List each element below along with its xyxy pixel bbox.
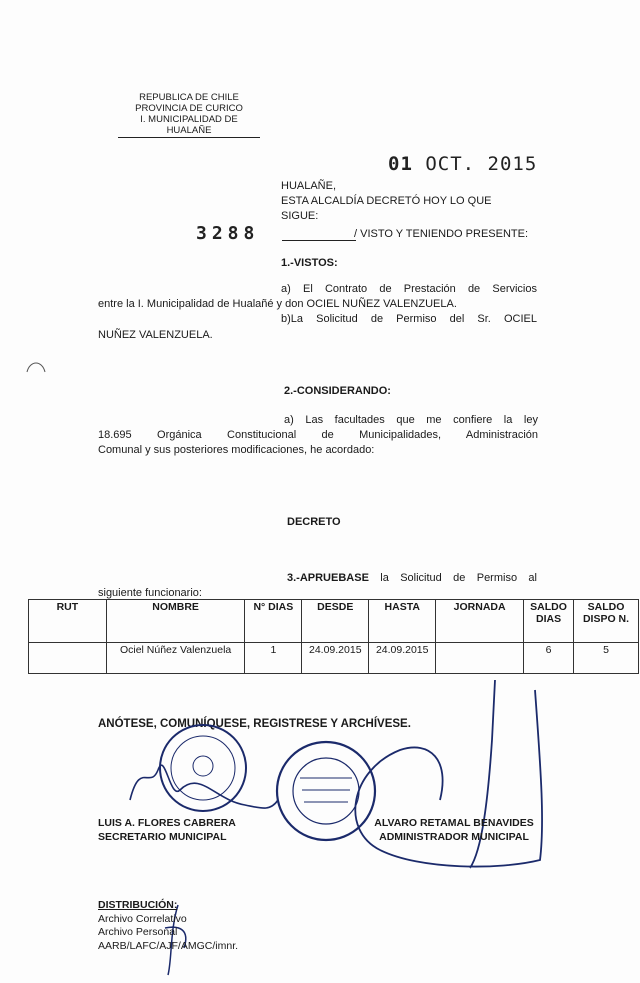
col-desde: DESDE bbox=[302, 600, 369, 643]
secretary-name: LUIS A. FLORES CABRERA bbox=[98, 817, 236, 829]
apruebase-title: 3.-APRUEBASE bbox=[287, 572, 369, 584]
considerando-title: 2.-CONSIDERANDO: bbox=[284, 385, 391, 397]
header-province: PROVINCIA DE CURICO bbox=[135, 103, 243, 114]
vistos-b-line1: b)La Solicitud de Permiso del Sr. OCIEL bbox=[281, 313, 537, 325]
secretary-title: SECRETARIO MUNICIPAL bbox=[98, 831, 227, 843]
col-dias: N° DIAS bbox=[245, 600, 302, 643]
decree-number-stamp: 3288 bbox=[196, 223, 260, 244]
considerando-a-line3: Comunal y sus posteriores modificaciones, he acordado: bbox=[98, 444, 375, 456]
date-stamp-day: 01 bbox=[388, 153, 413, 175]
administrator-seal-icon bbox=[277, 742, 375, 840]
secretary-block bbox=[98, 816, 236, 844]
header-country: REPUBLICA DE CHILE bbox=[139, 92, 239, 103]
secretary-signature-icon bbox=[130, 765, 278, 808]
administrator-name: ALVARO RETAMAL BENAVIDES bbox=[374, 817, 534, 829]
intro-place: HUALAÑE, bbox=[281, 180, 337, 192]
cell-desde: 24.09.2015 bbox=[302, 643, 369, 674]
cell-dias: 1 bbox=[245, 643, 302, 674]
cell-saldo-dias: 6 bbox=[524, 643, 574, 674]
considerando-a-line1: a) Las facultades que me confiere la ley bbox=[284, 414, 538, 426]
distribution-item: Archivo Correlativo bbox=[98, 912, 187, 925]
cell-nombre: Ociel Núñez Valenzuela bbox=[106, 643, 245, 674]
margin-mark-icon bbox=[27, 363, 45, 372]
col-saldo-dias: SALDO DIAS bbox=[524, 600, 574, 643]
intro-sigue: SIGUE: bbox=[281, 210, 319, 222]
administrator-title: ADMINISTRADOR MUNICIPAL bbox=[379, 831, 529, 843]
col-hasta: HASTA bbox=[369, 600, 436, 643]
date-stamp-month-year: OCT. 2015 bbox=[425, 153, 538, 175]
col-saldo-dispo: SALDO DISPO N. bbox=[574, 600, 639, 643]
distribution-item: AARB/LAFC/AJF/AMGC/imnr. bbox=[98, 939, 239, 952]
apruebase-line2: siguiente funcionario: bbox=[98, 587, 202, 599]
vistos-a-line1: a) El Contrato de Prestación de Servicios bbox=[281, 283, 537, 295]
administrator-block bbox=[369, 816, 539, 844]
distribution-title: DISTRIBUCIÓN: bbox=[98, 899, 178, 911]
cell-hasta: 24.09.2015 bbox=[369, 643, 436, 674]
considerando-a-line2: 18.695 Orgánica Constitucional de Municipalidades, Administración bbox=[98, 429, 538, 441]
secretary-seal-icon bbox=[160, 725, 246, 811]
vistos-a-line2: entre la I. Municipalidad de Hualañé y don OCIEL NUÑEZ VALENZUELA. bbox=[98, 298, 457, 310]
apruebase-rest: la Solicitud de Permiso al bbox=[368, 572, 537, 584]
col-jornada: JORNADA bbox=[436, 600, 524, 643]
closing-text: ANÓTESE, COMUNÍQUESE, REGISTRESE Y ARCHÍVESE. bbox=[98, 718, 411, 730]
distribution-item: Archivo Personal bbox=[98, 926, 178, 938]
distribution-block bbox=[98, 899, 238, 953]
decreto-title: DECRETO bbox=[287, 516, 341, 528]
vistos-b-line2: NUÑEZ VALENZUELA. bbox=[98, 329, 213, 341]
intro-decree-line: ESTA ALCALDÍA DECRETÓ HOY LO QUE bbox=[281, 195, 492, 207]
col-nombre: NOMBRE bbox=[106, 600, 245, 643]
col-rut: RUT bbox=[29, 600, 107, 643]
intro-visto: / VISTO Y TENIENDO PRESENTE: bbox=[354, 228, 529, 240]
vistos-title: 1.-VISTOS: bbox=[281, 257, 338, 269]
header-municipality: I. MUNICIPALIDAD DE HUALAÑE bbox=[118, 114, 260, 138]
cell-saldo-dispo: 5 bbox=[574, 643, 639, 674]
